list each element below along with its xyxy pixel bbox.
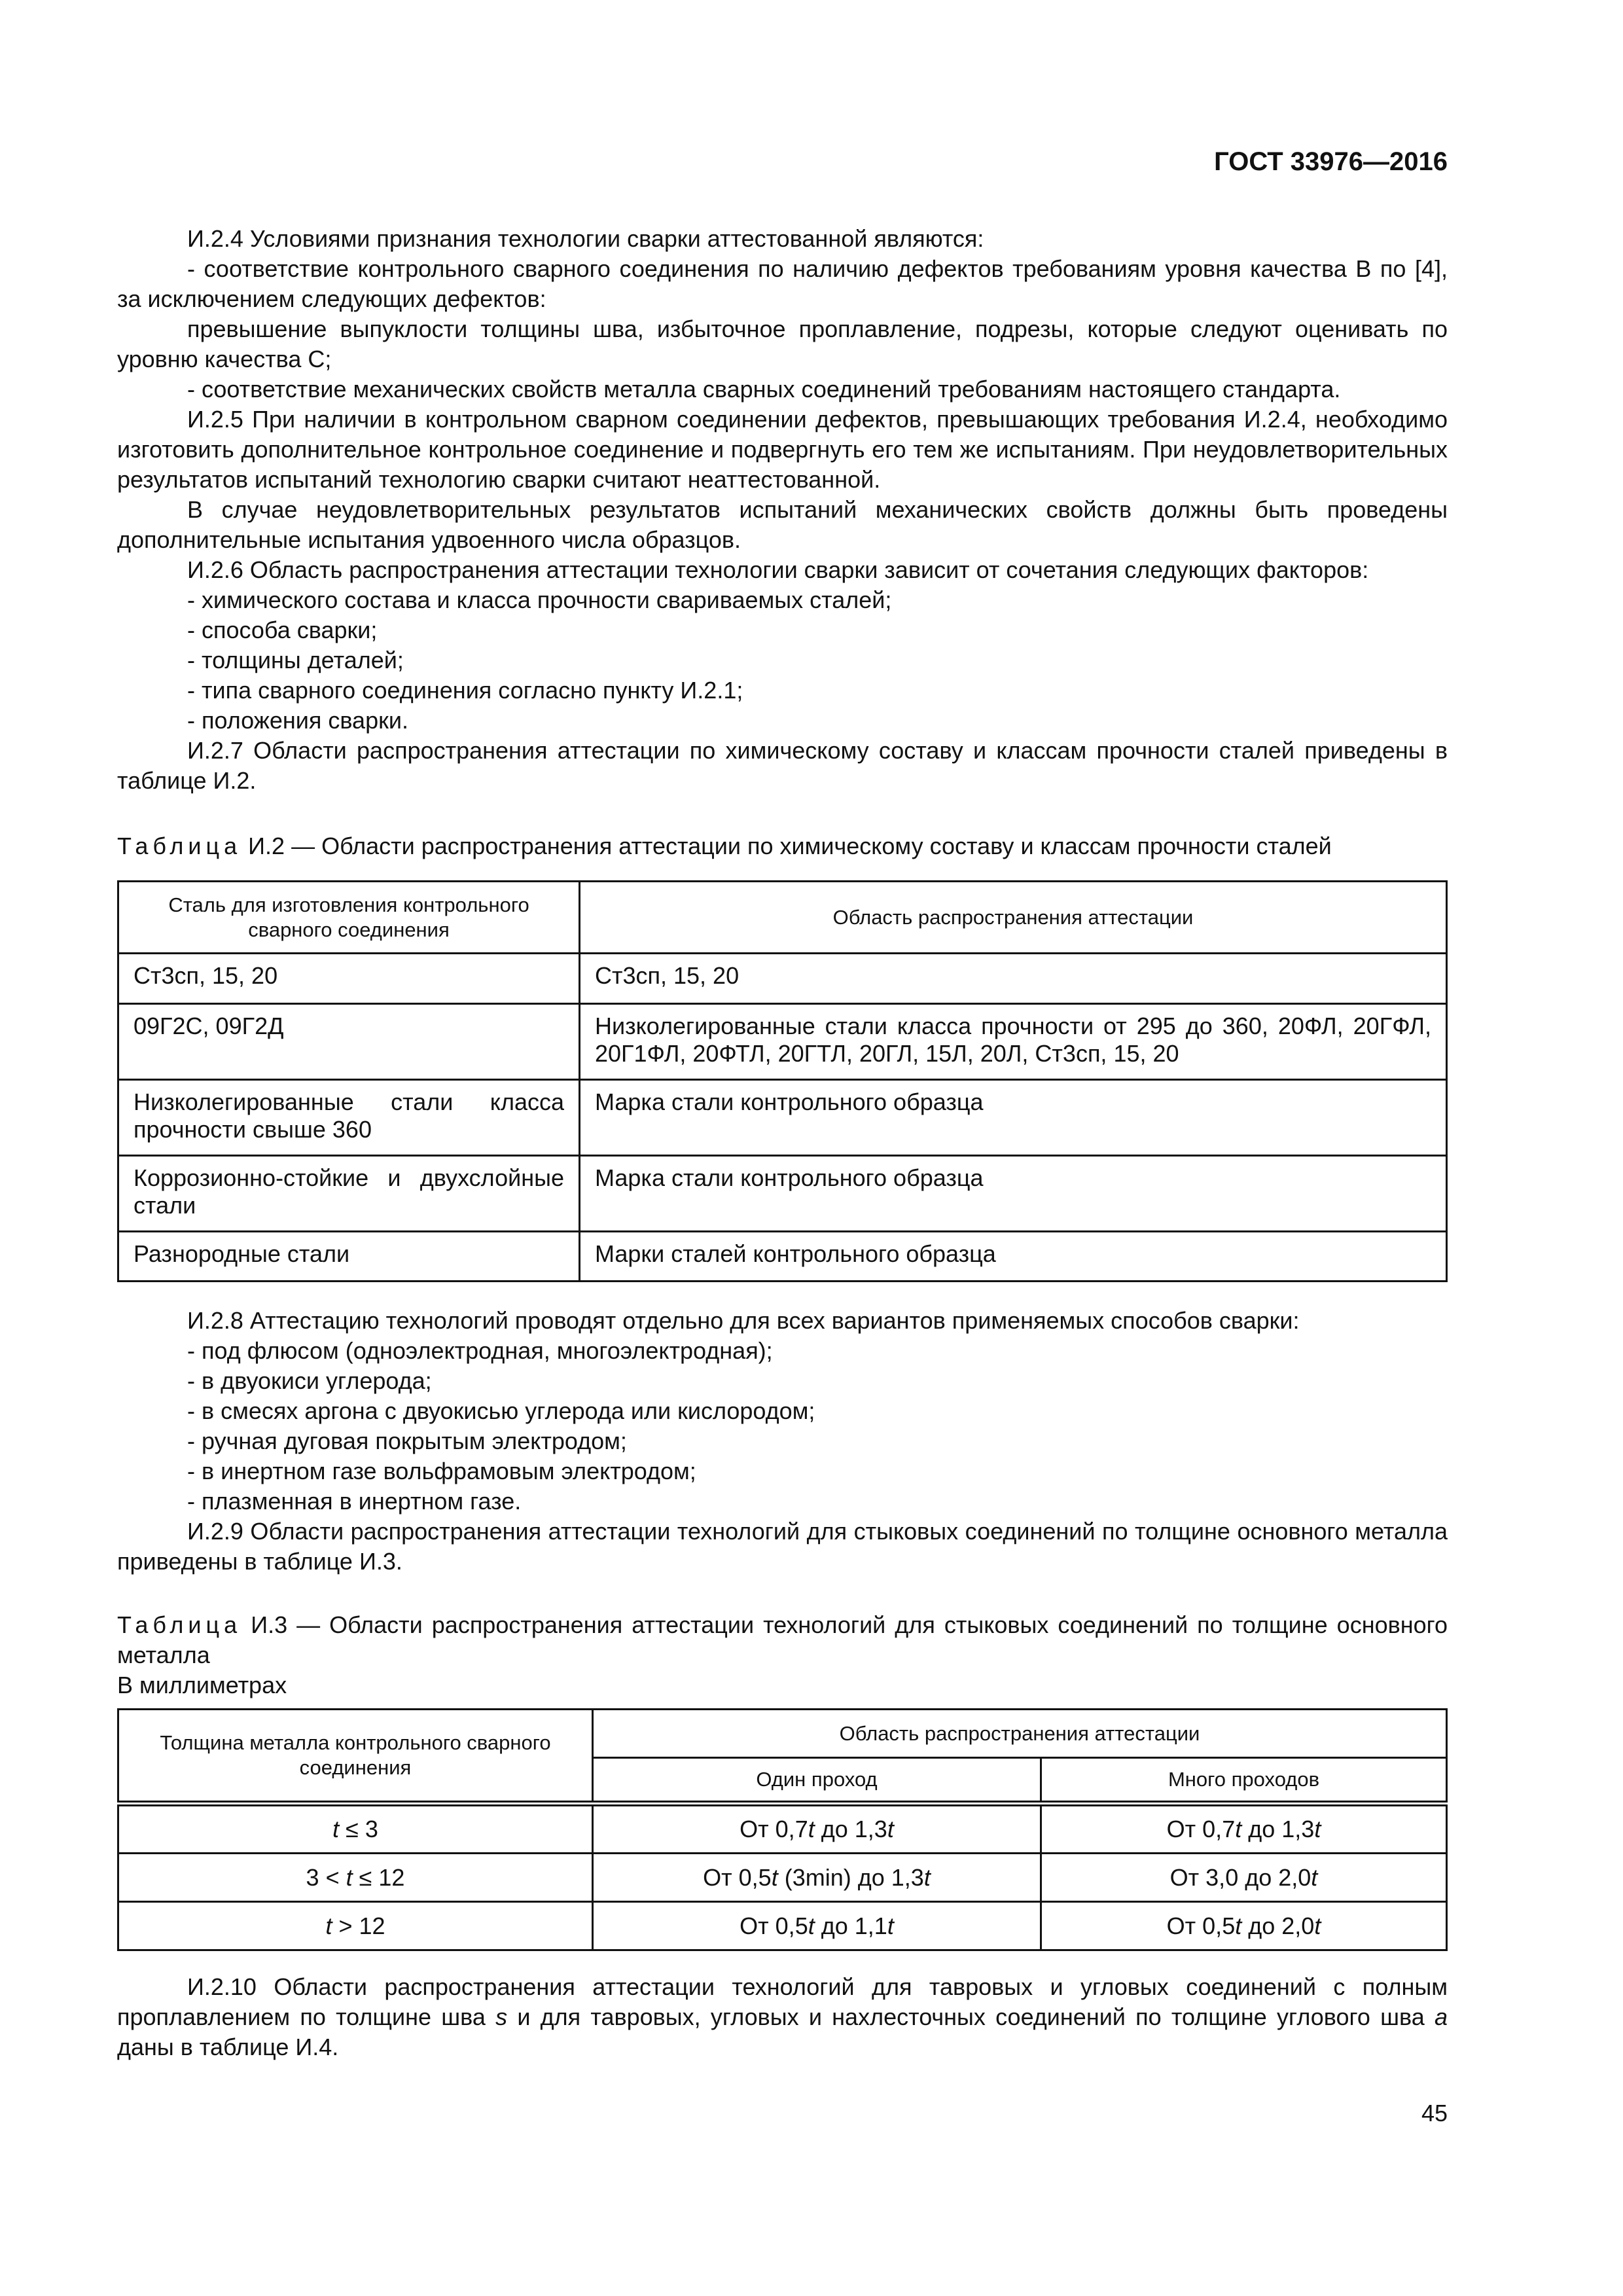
list-item: - толщины деталей; (187, 647, 404, 673)
list-item: - способа сварки; (187, 617, 378, 643)
caption-label: Таблица (117, 833, 242, 859)
table-cell: Марки сталей контрольного образца (580, 1232, 1447, 1282)
caption-text: И.3 — Области распространения аттестации технологий для стыковых соединений по толщине основного металла (117, 1611, 1448, 1668)
list-item: - положения сварки. (187, 707, 408, 734)
caption-text: И.2 — Области распространения аттестации по химическому составу и классам прочности сталей (248, 833, 1332, 859)
table-cell: От 0,7t до 1,3t (593, 1804, 1041, 1854)
units-note: В миллиметрах (117, 1672, 287, 1698)
table-row (118, 1804, 1447, 1854)
paragraph: И.2.6 Область распространения аттестации технологии сварки зависит от сочетания следующих факторов: (187, 556, 1369, 583)
table-row (118, 954, 1447, 1004)
paragraph: И.2.7 Области распространения аттестации по химическому составу и классам прочности сталей приведены в таблице И.2. (117, 737, 1448, 794)
section-text-2 (117, 1306, 1448, 1577)
table-cell: От 0,7t до 1,3t (1041, 1804, 1447, 1854)
table-cell: От 0,5t (3min) до 1,3t (593, 1854, 1041, 1902)
document-number: ГОСТ 33976—2016 (1214, 147, 1448, 176)
table-header-cell: Один проход (593, 1758, 1041, 1804)
table-cell: Низколегированные стали класса прочности от 295 до 360, 20ФЛ, 20ГФЛ, 20Г1ФЛ, 20ФТЛ, 20ГТЛ, 20ГЛ, 15Л, 20Л, Ст3сп, 15, 20 (580, 1004, 1447, 1080)
table-cell: Коррозионно-стойкие и двухслойные стали (118, 1156, 580, 1232)
table-cell: 09Г2С, 09Г2Д (118, 1004, 580, 1080)
table-cell: t > 12 (118, 1902, 593, 1950)
list-item: - в двуокиси углерода; (187, 1367, 432, 1394)
paragraph: И.2.4 Условиями признания технологии сварки аттестованной являются: (187, 225, 984, 252)
list-item: - в инертном газе вольфрамовым электродом; (187, 1458, 696, 1484)
table3-caption (117, 1610, 1448, 1700)
list-item: - под флюсом (одноэлектродная, многоэлектродная); (187, 1337, 773, 1364)
table-cell: Ст3сп, 15, 20 (118, 954, 580, 1004)
table-row (118, 1902, 1447, 1950)
table-header-cell: Сталь для изготовления контрольного сварного соединения (118, 882, 580, 954)
table-row (118, 1156, 1447, 1232)
table-cell: Низколегированные стали класса прочности свыше 360 (118, 1080, 580, 1156)
table-cell: От 3,0 до 2,0t (1041, 1854, 1447, 1902)
list-item: - ручная дуговая покрытым электродом; (187, 1427, 627, 1454)
paragraph: И.2.5 При наличии в контрольном сварном соединении дефектов, превышающих требования И.2.4, необходимо изготовить дополнительное контрольное соединение и подвергнуть его тем же испытаниям. При неудовлетворительных результатов испытаний технологию сварки считают неаттестованной. (117, 406, 1448, 493)
list-item: - плазменная в инертном газе. (187, 1488, 522, 1515)
table-cell: t ≤ 3 (118, 1804, 593, 1854)
table-header-cell: Много проходов (1041, 1758, 1447, 1804)
page-number: 45 (1421, 2100, 1448, 2126)
table-cell: Разнородные стали (118, 1232, 580, 1282)
table-header-cell: Область распространения аттестации (593, 1710, 1447, 1758)
paragraph: И.2.8 Аттестацию технологий проводят отдельно для всех вариантов применяемых способов сварки: (187, 1307, 1300, 1334)
table-header-cell: Толщина металла контрольного сварного соединения (118, 1710, 593, 1804)
paragraph: - соответствие механических свойств металла сварных соединений требованиям настоящего стандарта. (187, 376, 1341, 403)
table-cell: Марка стали контрольного образца (580, 1156, 1447, 1232)
paragraph: И.2.9 Области распространения аттестации технологий для стыковых соединений по толщине основного металла приведены в таблице И.3. (117, 1518, 1448, 1575)
list-item: - в смесях аргона с двуокисью углерода или кислородом; (187, 1397, 815, 1424)
table-cell: Марка стали контрольного образца (580, 1080, 1447, 1156)
paragraph: В случае неудовлетворительных результатов испытаний механических свойств должны быть проведены дополнительные испытания удвоенного числа образцов. (117, 496, 1448, 553)
table-cell: От 0,5t до 1,1t (593, 1902, 1041, 1950)
table-row (118, 1232, 1447, 1282)
paragraph: превышение выпуклости толщины шва, избыточное проплавление, подрезы, которые следуют оценивать по уровню качества С; (117, 315, 1448, 372)
table-cell: От 0,5t до 2,0t (1041, 1902, 1447, 1950)
table-cell: Ст3сп, 15, 20 (580, 954, 1447, 1004)
table-row (118, 1004, 1447, 1080)
section-text-3 (117, 1972, 1448, 2062)
caption-label: Таблица (117, 1611, 242, 1638)
table-row (118, 1854, 1447, 1902)
table2-caption (117, 831, 1448, 861)
section-text-1 (117, 224, 1448, 796)
paragraph: И.2.10 Области распространения аттестации технологий для тавровых и угловых соединений с полным проплавлением по толщине шва s и для тавровых, угловых и нахлесточных соединений по толщине углового шва a даны в таблице И.4. (117, 1973, 1448, 2060)
table-row (118, 1080, 1447, 1156)
table-3 (117, 1708, 1448, 1951)
table-2 (117, 880, 1448, 1282)
list-item: - типа сварного соединения согласно пункту И.2.1; (187, 677, 743, 704)
table-cell: 3 < t ≤ 12 (118, 1854, 593, 1902)
list-item: - химического состава и класса прочности свариваемых сталей; (187, 586, 892, 613)
paragraph: - соответствие контрольного сварного соединения по наличию дефектов требованиям уровня качества В по [4], за исключением следующих дефектов: (117, 255, 1448, 312)
table-header-cell: Область распространения аттестации (580, 882, 1447, 954)
